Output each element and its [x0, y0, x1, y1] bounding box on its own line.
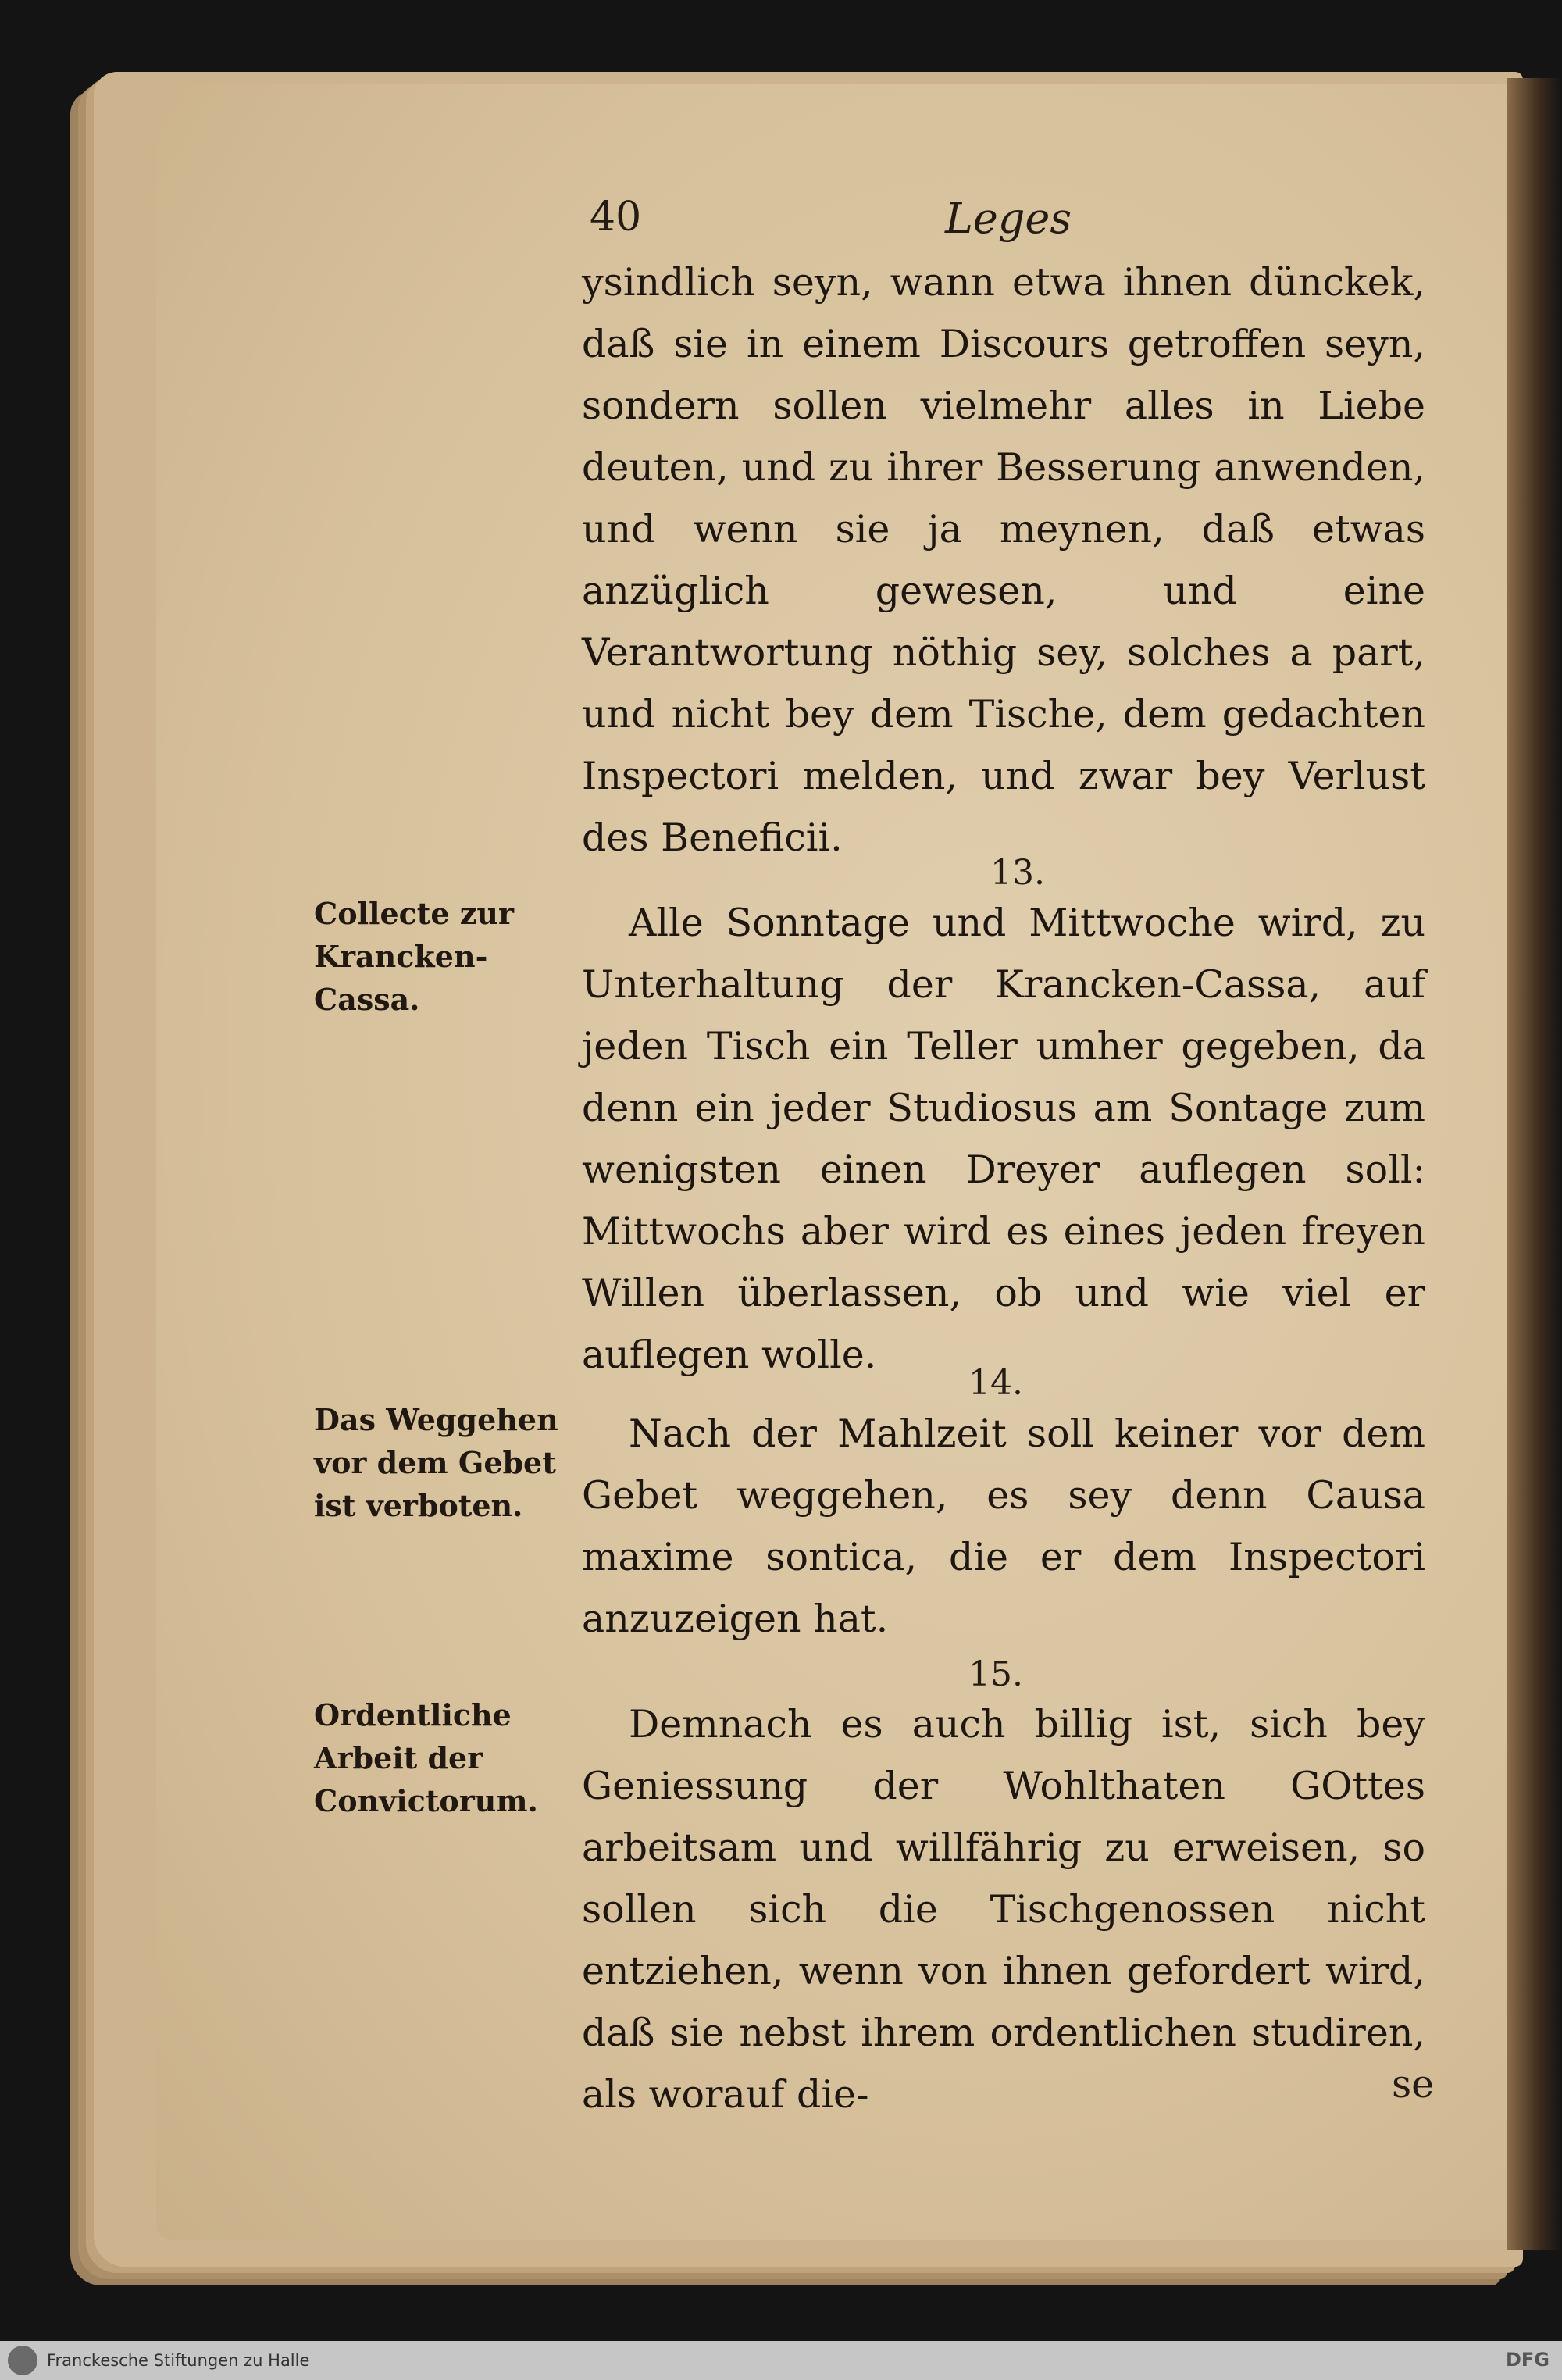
paragraph-continuation: ysindlich seyn, wann etwa ihnen dünckek, daß sie in einem Discours getroffen seyn, sondern sollen vielmehr alles in Liebe deuten, und zu ihrer Besserung anwenden, und wenn sie ja meynen, daß etwas anzüglich gewesen, und eine Verantwortung nöthig sey, solches a part, und nicht bey dem Tische, dem gedachten Inspectori melden, und zwar bey Verlust des Beneficii.	[582, 260, 1425, 860]
viewer-footer	[0, 2341, 1562, 2380]
dfg-logo: DFG	[1505, 2349, 1550, 2371]
page-number: 40	[590, 194, 642, 241]
paragraph-15: Demnach es auch billig ist, sich bey Geniessung der Wohlthaten GOttes arbeitsam und willfährig zu erweisen, so sollen sich die Tischgenossen nicht entziehen, wenn von ihnen gefordert wird, daß sie nebst ihrem ordentlichen studiren, als worauf die-	[582, 1702, 1425, 2117]
book-gutter	[1507, 78, 1562, 2250]
running-title: Leges	[945, 194, 1072, 243]
paragraph-number-14: 14.	[968, 1363, 1023, 1403]
margin-note-arbeit: Ordentliche Arbeit der Convictorum.	[314, 1697, 538, 1818]
paragraph-number-15: 15.	[968, 1654, 1023, 1694]
margin-note-collecte: Collecte zur Krancken-Cassa.	[314, 896, 514, 1017]
paragraph-number-13: 13.	[990, 853, 1045, 893]
paragraph-13: Alle Sonntage und Mittwoche wird, zu Unterhaltung der Krancken-Cassa, auf jeden Tisch ein Teller umher gegeben, da denn ein jeder Studiosus am Sontage zum wenigsten einen Dreyer auflegen soll: Mittwochs aber wird es eines jeden freyen Willen überlassen, ob und wie viel er auflegen wolle.	[582, 901, 1425, 1377]
paragraph-14: Nach der Mahlzeit soll keiner vor dem Gebet weggehen, es sey denn Causa maxime sontica, die er dem Inspectori anzuzeigen hat.	[582, 1411, 1425, 1641]
institution-logo-icon	[8, 2346, 37, 2375]
catchword: se	[1392, 2062, 1435, 2107]
margin-note-weggehen: Das Weggehen vor dem Gebet ist verboten.	[314, 1402, 558, 1523]
institution-name: Franckesche Stiftungen zu Halle	[47, 2351, 310, 2370]
